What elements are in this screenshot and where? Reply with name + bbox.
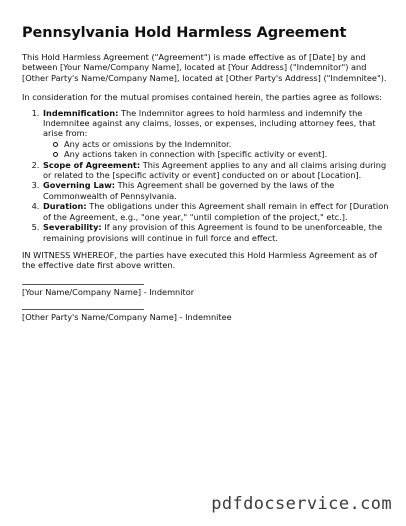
term-text: If any provision of this Agreement is found to be unenforceable, the remaining provisions will continue in full force and effect. — [43, 222, 383, 243]
term-text: The obligations under this Agreement shall remain in effect for [Duration of the Agreement, e.g., "one year," "until completion of the project," etc.]. — [43, 201, 389, 222]
term-heading: Indemnification: — [43, 107, 119, 118]
signature-label: [Your Name/Company Name] - Indemnitor — [22, 286, 195, 297]
signature-line — [22, 284, 144, 285]
document-title: Pennsylvania Hold Harmless Agreement — [22, 25, 347, 41]
term-heading: Governing Law: — [43, 180, 116, 191]
subitem: Any actions taken in connection with [specific activity or event]. — [63, 149, 392, 159]
term-text: This Agreement applies to any and all claims arising during or related to the [specific activity or event] conducted on or about [Location]. — [43, 159, 387, 181]
term-item-severability — [42, 222, 392, 243]
term-heading: Scope of Agreement: — [43, 159, 141, 170]
term-heading: Duration: — [43, 201, 87, 212]
witness-paragraph: IN WITNESS WHEREOF, the parties have executed this Hold Harmless Agreement as of the effective date first above written. — [22, 249, 378, 271]
term-item-indemnification — [42, 108, 392, 160]
signature-line — [22, 309, 144, 310]
subitem: Any acts or omissions by the Indemnitor. — [63, 139, 392, 149]
term-text: The Indemnitor agrees to hold harmless and indemnify the Indemnitee against any claims, losses, or expenses, including attorney fees, that arise from: — [43, 107, 376, 139]
term-item-scope — [42, 160, 392, 181]
signature-label: [Other Party's Name/Company Name] - Indemnitee — [22, 312, 232, 323]
consideration-paragraph: In consideration for the mutual promises contained herein, the parties agree as follows: — [22, 92, 383, 103]
indemnification-subitems — [43, 139, 392, 160]
terms-list — [22, 108, 392, 243]
term-heading: Severability: — [43, 222, 102, 233]
term-item-duration — [42, 201, 392, 222]
document-page — [22, 24, 392, 335]
signature-block-indemnitor — [22, 284, 392, 297]
intro-paragraph: This Hold Harmless Agreement ("Agreement") is made effective as of [Date] by and between [Your Name/Company Name], located at [Your Address] ("Indemnitor") and [Other Party's Name/Company Name], located at [Other Party's Address] ("Indemnitee"). — [22, 52, 387, 83]
term-item-governing-law — [42, 180, 392, 201]
footer-watermark: pdfdocservice.com — [211, 494, 392, 514]
term-text: This Agreement shall be governed by the laws of the Commonwealth of Pennsylvania. — [43, 180, 335, 201]
signature-block-indemnitee — [22, 309, 392, 322]
